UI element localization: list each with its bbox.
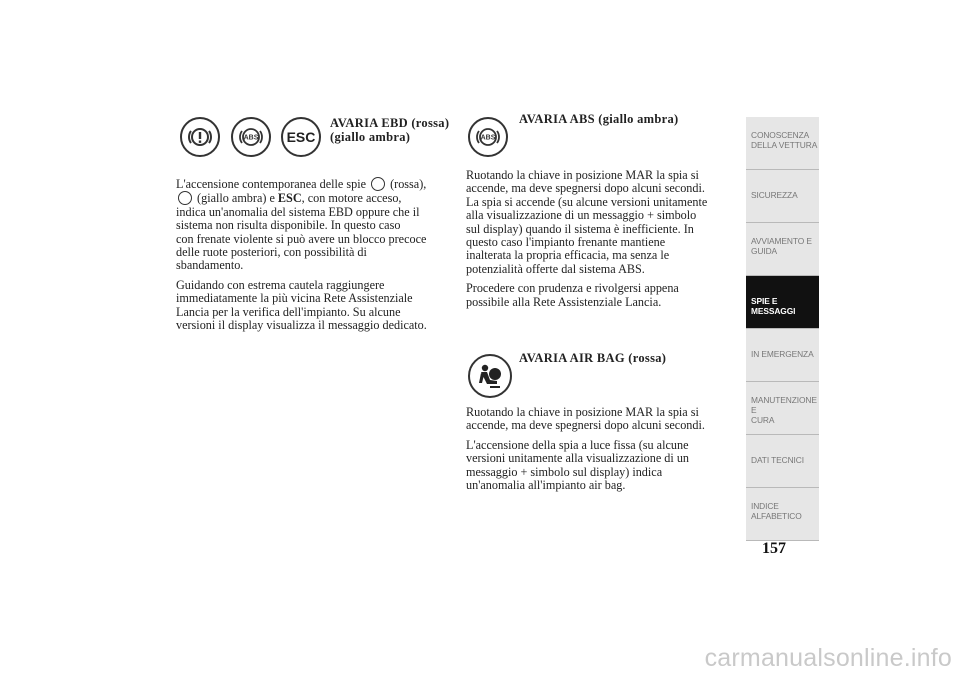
tab-indice[interactable]: INDICE ALFABETICO bbox=[746, 488, 819, 541]
inline-abs-icon bbox=[178, 191, 192, 205]
tab-avviamento[interactable]: AVVIAMENTO E GUIDA bbox=[746, 223, 819, 276]
ebd-heading-line1: AVARIA EBD (rossa) bbox=[330, 116, 450, 130]
airbag-text bbox=[466, 406, 728, 498]
airbag-paragraph-2: L'accensione della spia a luce fissa (su alcune versioni unitamente alla visualizzazione di un messaggio + simbolo sul display) indica un'anomalia all'impianto air bag. bbox=[466, 437, 690, 493]
abs-icon bbox=[231, 117, 271, 157]
abs-icon-right-text: ABS bbox=[480, 134, 496, 142]
abs-icon-right bbox=[468, 117, 508, 157]
ebd-heading bbox=[330, 116, 460, 144]
abs-paragraph-1: Ruotando la chiave in posizione MAR la spia si accende, ma deve spegnersi dopo alcuni secondi. La spia si accende (su alcune versioni unitamente alla visualizzazione di un messaggio + simbolo sul display) quando il sistema è inefficiente. In questo caso l'impianto frenante mantiene inalterata la propria efficacia, ma senza le potenzialità offerte dal sistema ABS. bbox=[466, 168, 708, 276]
page-number: 157 bbox=[762, 540, 786, 557]
airbag-paragraph-1: Ruotando la chiave in posizione MAR la spia si accende, ma deve spegnersi dopo alcuni secondi. bbox=[466, 405, 705, 433]
tab-emergenza[interactable]: IN EMERGENZA bbox=[746, 329, 819, 382]
abs-text bbox=[466, 169, 728, 315]
tab-sicurezza[interactable]: SICUREZZA bbox=[746, 170, 819, 223]
airbag-icon bbox=[468, 354, 512, 398]
airbag-heading: AVARIA AIR BAG (rossa) bbox=[519, 351, 667, 365]
inline-brake-icon bbox=[371, 177, 385, 191]
ebd-paragraph-1: L'accensione contemporanea delle spie (rossa), (giallo ambra) e ESC, con motore acceso, indica un'anomalia del sistema EBD oppure che il sistema non risulta disponibile. In questo caso con frenate violente si può avere un blocco precoce delle ruote posteriori, con possibilità di sbandamento. bbox=[176, 177, 427, 273]
tab-conoscenza[interactable]: CONOSCENZA DELLA VETTURA bbox=[746, 117, 819, 170]
ebd-heading-line2: (giallo ambra) bbox=[330, 130, 411, 144]
abs-paragraph-2: Procedere con prudenza e rivolgersi appena possibile alla Rete Assistenziale Lancia. bbox=[466, 281, 679, 309]
tab-spie-messaggi[interactable]: SPIE E MESSAGGI bbox=[746, 276, 819, 329]
tab-dati-tecnici[interactable]: DATI TECNICI bbox=[746, 435, 819, 488]
tab-manutenzione[interactable]: MANUTENZIONE E CURA bbox=[746, 382, 819, 435]
esc-icon-text: ESC bbox=[286, 129, 316, 145]
chapter-sidebar bbox=[746, 117, 819, 541]
abs-heading: AVARIA ABS (giallo ambra) bbox=[519, 112, 679, 126]
brake-warning-icon bbox=[180, 117, 220, 157]
ebd-paragraph-2: Guidando con estrema cautela raggiungere immediatamente la più vicina Rete Assistenziale Lancia per la verifica dell'impianto. Su alcune versioni il display visualizza il messaggio dedicato. bbox=[176, 277, 427, 333]
abs-icon-text: ABS bbox=[243, 134, 259, 142]
esc-icon bbox=[281, 117, 321, 157]
watermark: carmanualsonline.info bbox=[704, 644, 952, 672]
ebd-text bbox=[176, 177, 456, 338]
